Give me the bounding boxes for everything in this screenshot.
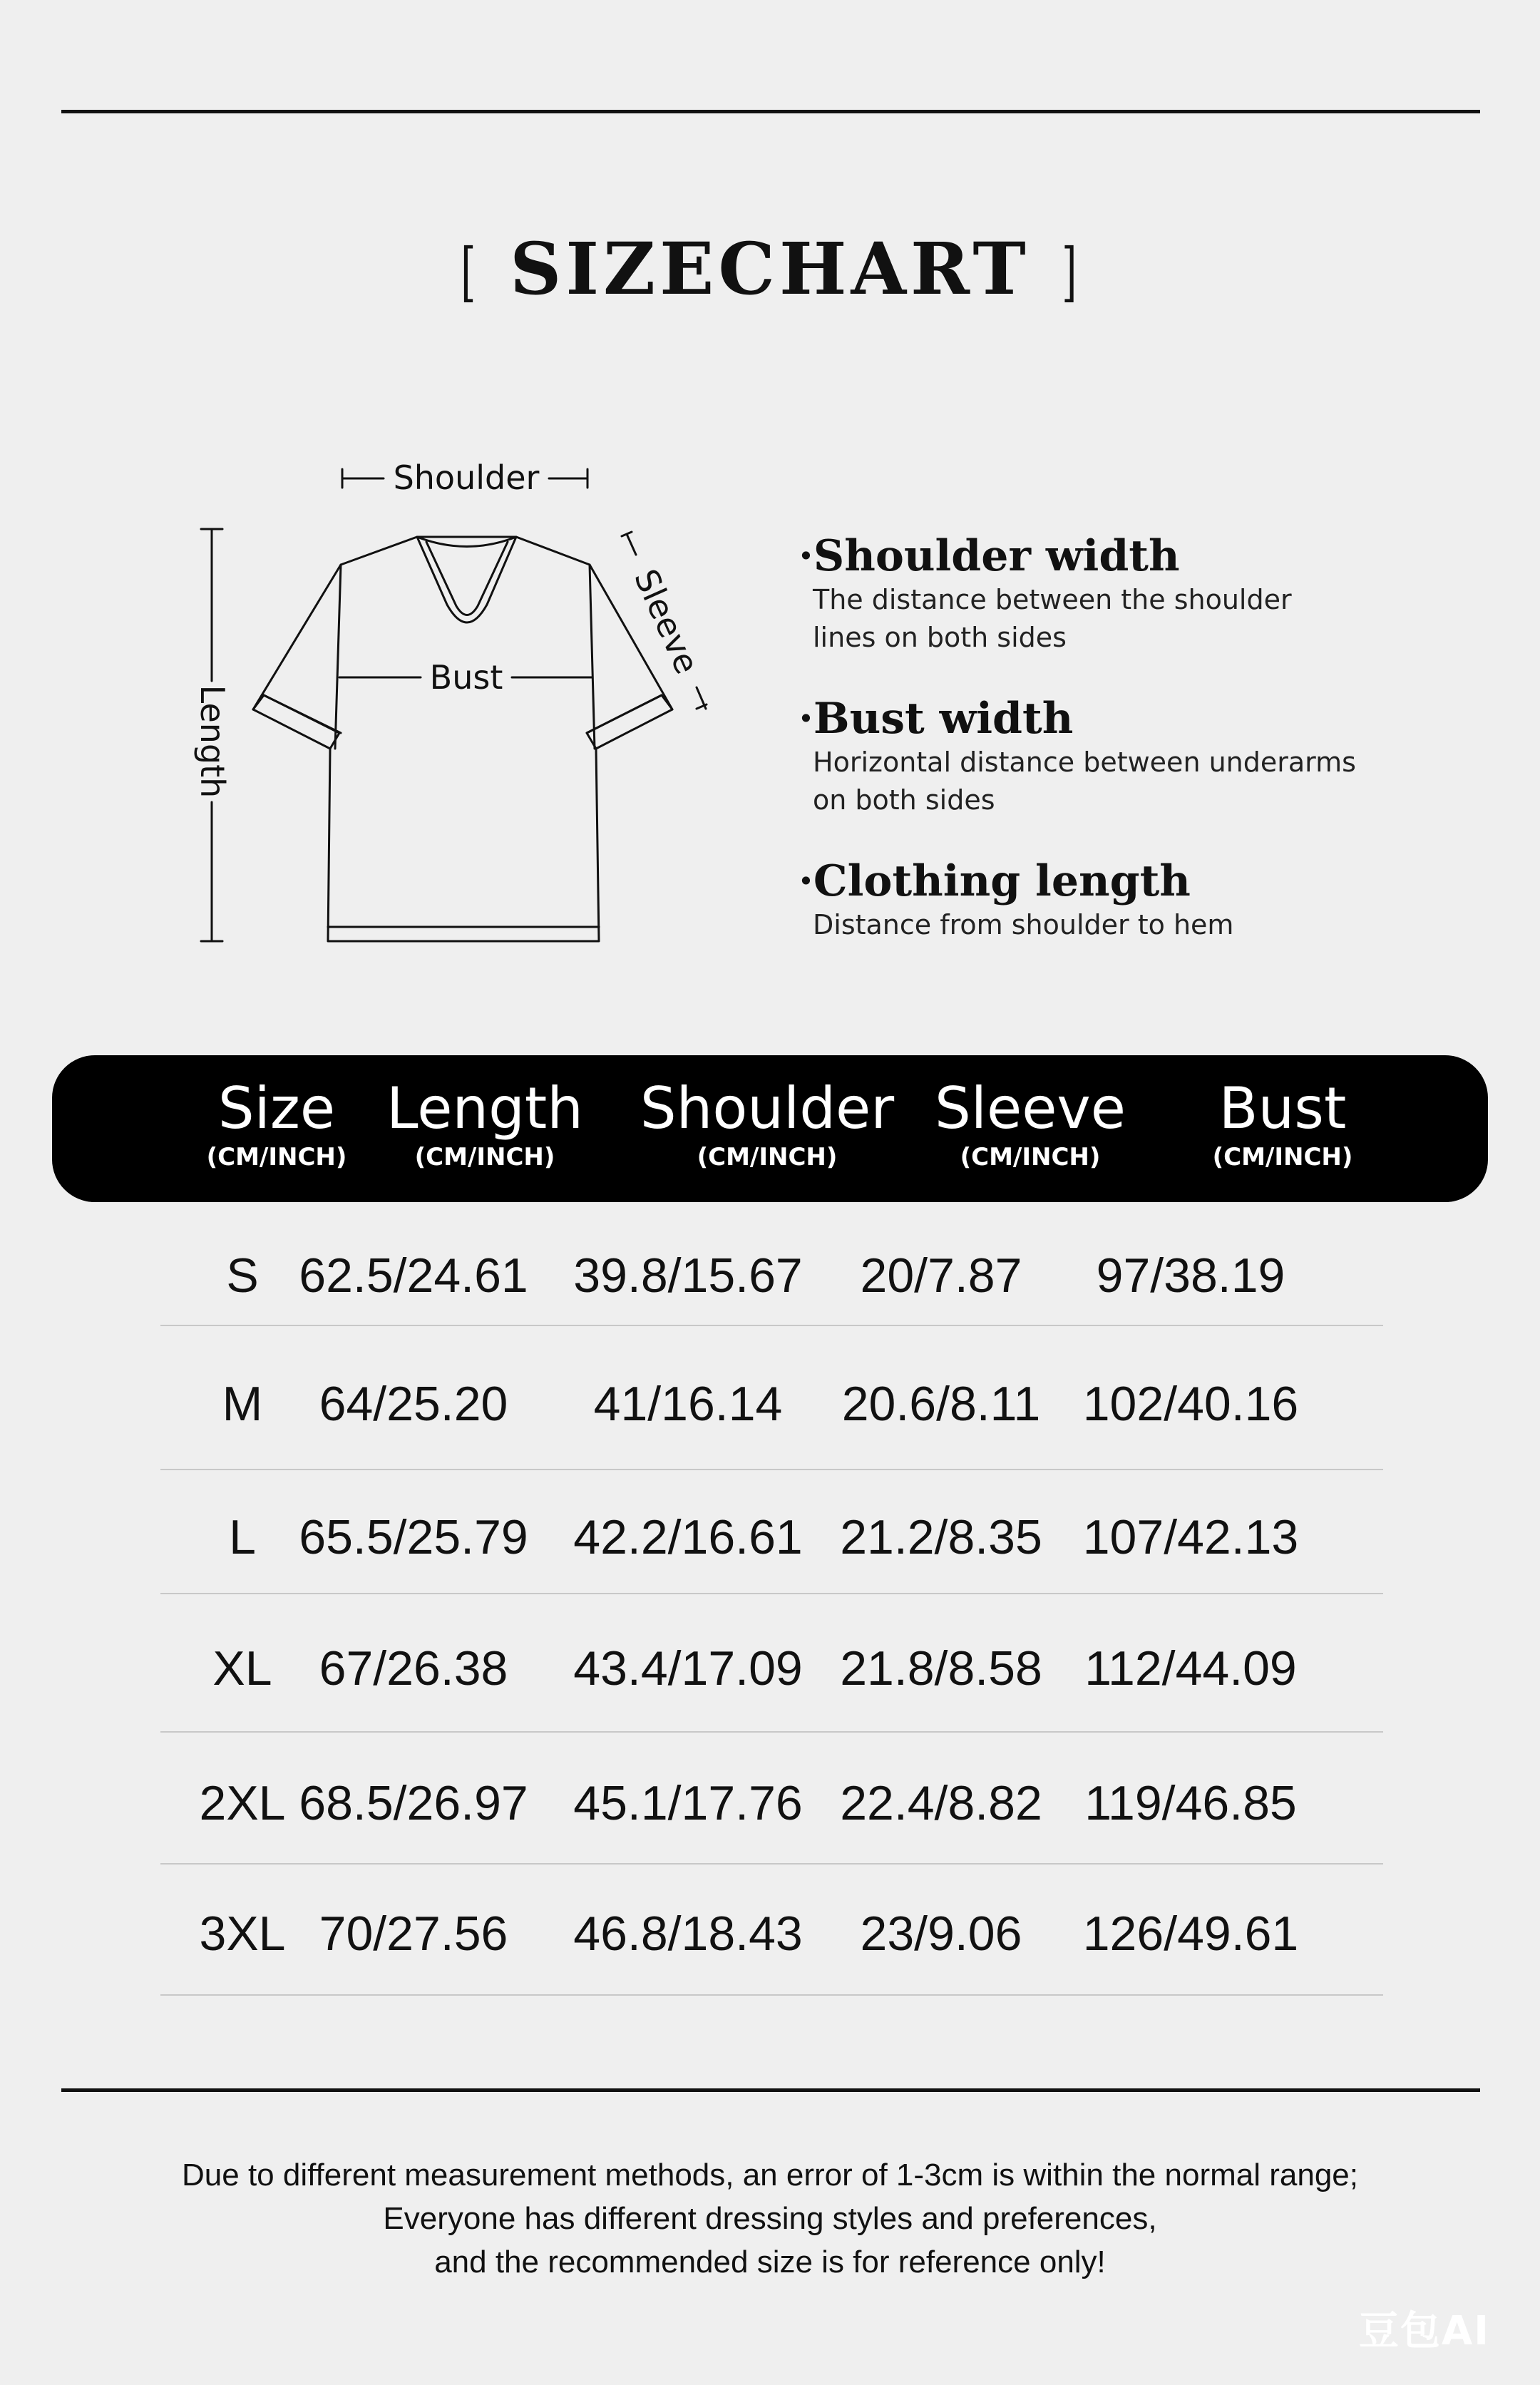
- shoulder-label: Shoulder: [393, 458, 540, 497]
- length-label: Length: [193, 684, 232, 799]
- cell-sleeve: 20.6/8.11: [841, 1377, 1041, 1431]
- header-label: Sleeve: [934, 1075, 1126, 1142]
- definition-desc-line: Horizontal distance between underarms: [813, 747, 1356, 778]
- sleeve-label: Sleeve: [626, 563, 707, 679]
- cell-shoulder: 41/16.14: [593, 1377, 783, 1431]
- tshirt-diagram: [171, 442, 763, 963]
- cell-length: 62.5/24.61: [299, 1248, 528, 1303]
- page-title: [0, 227, 1540, 311]
- footer-line: Everyone has different dressing styles and preferences,: [383, 2201, 1157, 2236]
- header-unit: (CM/INCH): [1212, 1143, 1353, 1171]
- definition-desc-line: lines on both sides: [813, 622, 1067, 653]
- header-label: Size: [217, 1075, 336, 1142]
- cell-size: 3XL: [199, 1907, 286, 1961]
- tshirt-neckline: [417, 537, 516, 622]
- cell-size: M: [222, 1377, 263, 1431]
- cell-sleeve: 22.4/8.82: [840, 1776, 1042, 1830]
- definition-title: ·Shoulder width: [799, 531, 1180, 581]
- definition-desc: [813, 906, 1412, 944]
- cell-bust: 112/44.09: [1084, 1641, 1297, 1696]
- definition-desc-line: on both sides: [813, 784, 995, 816]
- cell-bust: 126/49.61: [1082, 1907, 1299, 1961]
- cell-shoulder: 42.2/16.61: [573, 1510, 803, 1564]
- header-unit: (CM/INCH): [960, 1143, 1101, 1171]
- definition-title: ·Clothing length: [799, 856, 1191, 906]
- cell-bust: 97/38.19: [1096, 1248, 1285, 1303]
- header-unit: (CM/INCH): [414, 1143, 555, 1171]
- definition-desc: [813, 581, 1412, 657]
- cell-bust: 107/42.13: [1082, 1510, 1299, 1564]
- cell-length: 67/26.38: [319, 1641, 508, 1696]
- table-row: [160, 1594, 1383, 1733]
- definition-bust: [799, 694, 1483, 819]
- watermark-logo: 豆包AI: [1358, 2308, 1490, 2354]
- definition-desc-line: Distance from shoulder to hem: [813, 909, 1234, 940]
- definition-desc: [813, 744, 1412, 819]
- header-label: Shoulder: [640, 1075, 895, 1142]
- header-unit: (CM/INCH): [206, 1143, 347, 1171]
- title-left-bracket: [: [461, 235, 478, 309]
- top-divider: [61, 110, 1480, 113]
- cell-bust: 102/40.16: [1082, 1377, 1299, 1431]
- cell-sleeve: 21.2/8.35: [840, 1510, 1042, 1564]
- table-row: [160, 1326, 1383, 1470]
- header-bust: [1133, 1055, 1432, 1174]
- cell-length: 70/27.56: [319, 1907, 508, 1961]
- definition-desc-line: The distance between the shoulder: [813, 584, 1292, 615]
- header-length: [360, 1055, 610, 1174]
- header-label: Bust: [1218, 1075, 1347, 1142]
- cell-length: 64/25.20: [319, 1377, 508, 1431]
- header-unit: (CM/INCH): [697, 1143, 838, 1171]
- table-row: [160, 1205, 1383, 1326]
- cell-size: 2XL: [199, 1776, 286, 1830]
- table-row: [160, 1865, 1383, 1996]
- definition-shoulder: [799, 531, 1483, 657]
- table-row: [160, 1470, 1383, 1594]
- cell-length: 65.5/25.79: [299, 1510, 528, 1564]
- cell-shoulder: 39.8/15.67: [573, 1248, 803, 1303]
- definition-title: ·Bust width: [799, 694, 1074, 744]
- cell-size: S: [226, 1248, 259, 1303]
- header-label: Length: [386, 1075, 583, 1142]
- cell-length: 68.5/26.97: [299, 1776, 528, 1830]
- bust-label: Bust: [429, 658, 503, 697]
- cell-sleeve: 21.8/8.58: [840, 1641, 1042, 1696]
- title-text: SIZECHART: [510, 227, 1030, 311]
- footer-line: Due to different measurement methods, an error of 1-3cm is within the normal range;: [182, 2158, 1358, 2192]
- footer-note: [0, 2153, 1540, 2284]
- cell-sleeve: 23/9.06: [860, 1907, 1022, 1961]
- tshirt-outline: [253, 537, 672, 941]
- size-table-header: [52, 1055, 1488, 1202]
- measurement-definitions: [799, 531, 1483, 981]
- cell-shoulder: 43.4/17.09: [573, 1641, 803, 1696]
- cell-sleeve: 20/7.87: [860, 1248, 1022, 1303]
- bottom-divider: [61, 2088, 1480, 2092]
- table-row: [160, 1733, 1383, 1865]
- cell-shoulder: 46.8/18.43: [573, 1907, 803, 1961]
- header-shoulder: [617, 1055, 917, 1174]
- definition-length: [799, 856, 1483, 944]
- cell-size: L: [229, 1510, 256, 1564]
- cell-shoulder: 45.1/17.76: [573, 1776, 803, 1830]
- title-right-bracket: ]: [1062, 235, 1079, 309]
- cell-bust: 119/46.85: [1084, 1776, 1297, 1830]
- cell-size: XL: [212, 1641, 272, 1696]
- footer-line: and the recommended size is for reference only!: [434, 2245, 1106, 2279]
- size-table-body: [160, 1205, 1383, 1996]
